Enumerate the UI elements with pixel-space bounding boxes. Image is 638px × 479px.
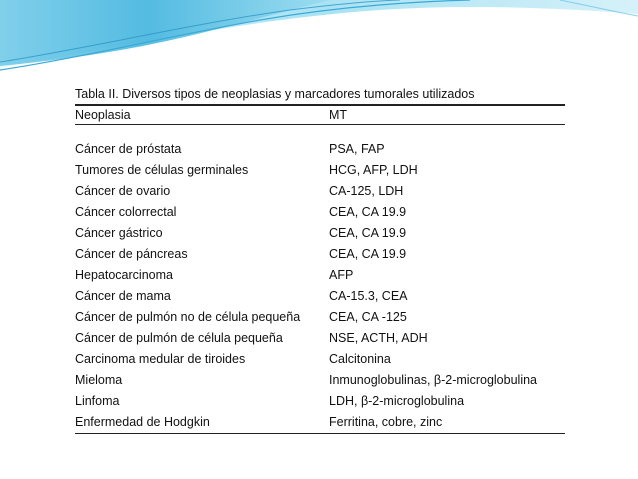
cell-neoplasia: Cáncer de pulmón no de célula pequeña <box>75 309 301 324</box>
cell-mt: CEA, CA -125 <box>329 309 407 324</box>
table-row <box>75 244 565 265</box>
cell-mt: HCG, AFP, LDH <box>329 162 418 177</box>
cell-mt: CEA, CA 19.9 <box>329 246 407 261</box>
cell-mt: LDH, β-2-microglobulina <box>329 393 465 408</box>
table-row <box>75 160 565 181</box>
table-row <box>75 307 565 328</box>
table-title: Tabla II. Diversos tipos de neoplasias y marcadores tumorales utilizados <box>75 87 475 101</box>
table-row <box>75 265 565 286</box>
cell-mt: CEA, CA 19.9 <box>329 225 407 240</box>
cell-neoplasia: Cáncer colorrectal <box>75 204 177 219</box>
table-header-row <box>75 106 565 124</box>
cell-neoplasia: Cáncer de mama <box>75 288 171 303</box>
wave-decoration <box>0 0 638 80</box>
table-body <box>75 139 565 433</box>
cell-mt: Inmunoglobulinas, β-2-microglobulina <box>329 372 537 387</box>
cell-neoplasia: Mieloma <box>75 372 123 387</box>
cell-neoplasia: Cáncer de próstata <box>75 141 182 156</box>
header-mt: MT <box>329 107 348 122</box>
cell-neoplasia: Tumores de células germinales <box>75 162 249 177</box>
cell-mt: Ferritina, cobre, zinc <box>329 414 443 429</box>
cell-mt: CEA, CA 19.9 <box>329 204 407 219</box>
cell-neoplasia: Cáncer gástrico <box>75 225 163 240</box>
cell-neoplasia: Linfoma <box>75 393 120 408</box>
cell-neoplasia: Cáncer de ovario <box>75 183 171 198</box>
table-row <box>75 202 565 223</box>
table-row <box>75 181 565 202</box>
table-row <box>75 370 565 391</box>
table-row <box>75 328 565 349</box>
spacer <box>75 125 565 139</box>
cell-mt: Calcitonina <box>329 351 391 366</box>
bottom-rule <box>75 433 565 435</box>
table-row <box>75 223 565 244</box>
header-neoplasia: Neoplasia <box>75 107 131 122</box>
cell-mt: NSE, ACTH, ADH <box>329 330 428 345</box>
cell-neoplasia: Cáncer de páncreas <box>75 246 188 261</box>
cell-neoplasia: Enfermedad de Hodgkin <box>75 414 210 429</box>
cell-neoplasia: Hepatocarcinoma <box>75 267 173 282</box>
wave-front <box>0 0 330 66</box>
cell-neoplasia: Cáncer de pulmón de célula pequeña <box>75 330 283 345</box>
table-row <box>75 412 565 433</box>
cell-mt: CA-125, LDH <box>329 183 404 198</box>
markers-table <box>75 85 565 434</box>
cell-mt: PSA, FAP <box>329 141 385 156</box>
cell-mt: CA-15.3, CEA <box>329 288 408 303</box>
table-row <box>75 139 565 160</box>
table-row <box>75 391 565 412</box>
cell-neoplasia: Carcinoma medular de tiroides <box>75 351 246 366</box>
table-row <box>75 349 565 370</box>
cell-mt: AFP <box>329 267 354 282</box>
table-row <box>75 286 565 307</box>
